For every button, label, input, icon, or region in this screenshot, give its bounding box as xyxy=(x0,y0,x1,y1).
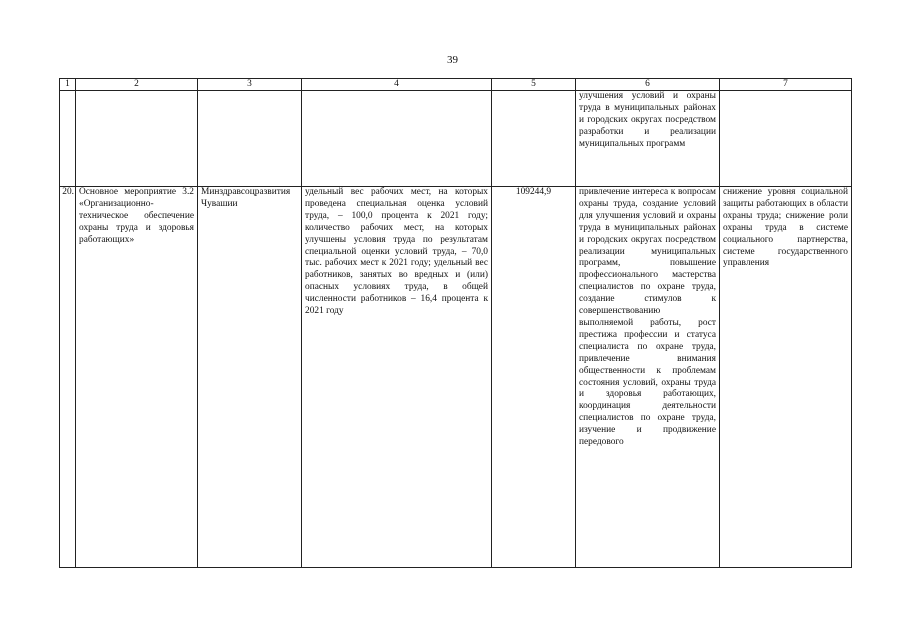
expected-results-cell: привлечение интереса к вопросам охраны труда, создание условий для улучшения условий и охраны труда в муниципальных районах и городских округах посредством реализации муниципальных программ, повышение профессионального мастерства специалистов по охране труда, создание стимулов к совершенствованию выполняемой работы, рост престижа профессии и статуса специалиста по охране труда, привлечение внимания общественности к проблемам состояния условий, охраны труда и здоровья работающих, координация деятельности специалистов по охране труда, изучение и продвижение передового xyxy=(576,187,720,568)
column-number: 3 xyxy=(198,79,302,91)
column-number-row xyxy=(60,79,852,91)
effects-cell: снижение уровня социальной защиты работающих в области охраны труда; снижение роли охраны труда в системе социального партнерства, системе государственного управления xyxy=(720,187,852,568)
program-table xyxy=(59,78,852,568)
column-number: 5 xyxy=(492,79,576,91)
table-row-continued xyxy=(60,91,852,187)
indicators-cell: удельный вес рабочих мест, на которых проведена специальная оценка условий труда, – 100,0 процента к 2021 году; количество рабочих мест, на которых улучшены условия труда по результатам специальной оценки условий труда, – 70,0 тыс. рабочих мест к 2021 году; удельный вес работников, занятых во вредных и (или) опасных условиях труда, в общей численности работников – 16,4 процента к 2021 году xyxy=(302,187,492,568)
results-continuation-cell: улучшения условий и охраны труда в муниципальных районах и городских округах посредством разработки и реализации муниципальных программ xyxy=(576,91,720,187)
row-number-cell: 20. xyxy=(60,187,76,568)
executor-cell: Минздравсоцразвития Чувашии xyxy=(198,187,302,568)
column-number: 7 xyxy=(720,79,852,91)
column-number: 1 xyxy=(60,79,76,91)
measure-cell: Основное мероприятие 3.2 «Организационно-техническое обеспечение охраны труда и здоровья работающих» xyxy=(76,187,198,568)
table-row xyxy=(60,187,852,568)
column-number: 2 xyxy=(76,79,198,91)
amount-cell: 109244,9 xyxy=(492,187,576,568)
page-number: 39 xyxy=(447,54,458,66)
column-number: 6 xyxy=(576,79,720,91)
column-number: 4 xyxy=(302,79,492,91)
